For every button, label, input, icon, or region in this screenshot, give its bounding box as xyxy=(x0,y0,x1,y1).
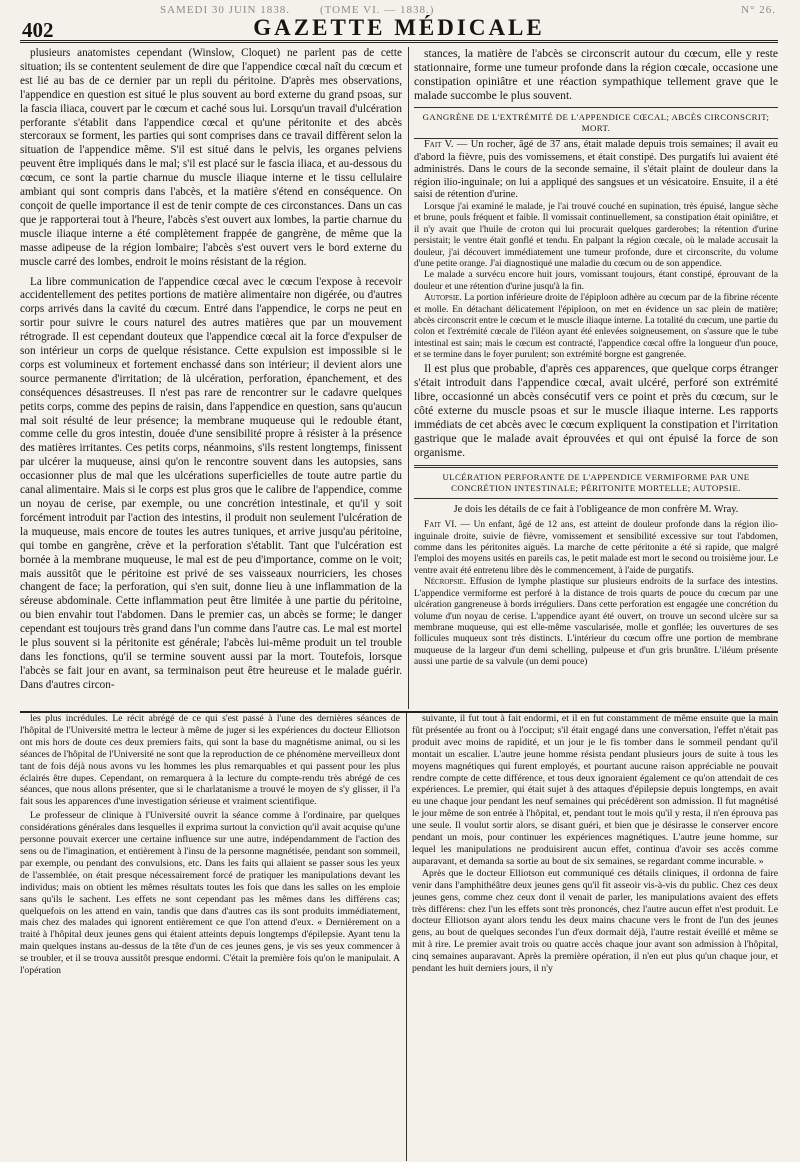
autopsy-label: Autopsie. xyxy=(424,293,462,304)
bleed-through-issue: N° 26. xyxy=(741,4,776,16)
case-label: Fait V. xyxy=(424,139,454,150)
autopsy-paragraph xyxy=(414,293,778,361)
divider xyxy=(414,465,778,468)
case-heading: ULCÉRATION PERFORANTE DE L'APPENDICE VERMIFORME PAR UNE CONCRÉTION INTESTINALE; PÉRITONITE MORTELLE; AUTOPSIE. xyxy=(442,471,750,493)
bleed-through-volume: (TOME VI. — 1838.) xyxy=(320,4,435,16)
case-paragraph: Le malade a survécu encore huit jours, vomissant toujours, étant constipé, éprouvant de la douleur et une rétention d'urine jusqu'à la fin. xyxy=(414,270,778,292)
upper-left-column xyxy=(20,47,402,709)
case-paragraph xyxy=(414,520,778,577)
necropsy-text: Effusion de lymphe plastique sur plusieurs endroits de la surface des intestins. L'appendice vermiforme est perforé à la distance de trois quarts de pouce du cœcum par une ulcération gangreneuse à bords irréguliers. Dans cette perforation est engagée une concrétion du volume d'un noyau de cerise. L'appendice ayant été ouvert, on trouve un second ulcère sur sa membrane muqueuse, qui est elle-même vascularisée, molle et gonflée; les ouvertures de ses follicules muqueux sont très distincts. L'intérieur du cœcum offre une portion de membrane muqueuse de la largeur d'un demi schelling, pulpeuse et d'un gris brunâtre. L'iléum présente aussi une partie de sa valvule (un demi pouce) xyxy=(414,577,778,668)
article-paragraph: Il est plus que probable, d'après ces apparences, que quelque corps étranger s'était introduit dans l'appendice cœcal, avait ulcéré, perforé son extrémité libre, occasionné un abcès consécutif vers ce point et près du cœcum, sur le côté externe du muscle psoas et sur le muscle iliaque interne. Les rapports immédiats de cet abcès avec le cœcum expliquent la constipation et l'irritation gastrique que le malade avait éprouvées et qui ont épuisé la force de son organisme. xyxy=(414,361,778,459)
page-header xyxy=(20,0,778,43)
feuilleton-paragraph: suivante, il fut tout à fait endormi, et il en fut constamment de même ensuite que la main fût présentée au front ou à l'occiput; s'il était engagé dans une conversation, l'effet n'était pas produit avec moins de rapidité, et un jour je le fis tomber dans le sommeil pendant qu'il montait un escalier. L'autre jeune homme résista pendant plusieurs jours de suite à tous les moyens magnétiques qui furent employés, et pourtant aucune raison appréciable ne pouvait rendre compte de cette différence, et tous deux ignoraient également ce qu'on attendait de ces expériences. Le premier, qui était sujet à des attaques d'épilepsie depuis longtemps, en avait eu une chaque jour pendant les neuf semaines qui précédèrent son admission. Il fut magnétisé le jour même de son entrée à l'hôpital, et, pendant tout le mois qu'il y resta, il n'en éprouva pas une seule. Il voulut sortir alors, se disant guéri, et bien que je désirasse le conserver encore pendant un mois, pour continuer les expériences magnétiques. L'autre jeune homme, sur lequel les manipulations ne produisirent aucun effet, continua d'avoir ses accès comme auparavant, et demanda sa sortie au bout de six semaines, se regardant comme incurable. » xyxy=(412,713,778,867)
column-rule xyxy=(406,713,407,1161)
feuilleton-paragraph: Après que le docteur Elliotson eut communiqué ces détails cliniques, il ordonna de faire venir dans l'amphithéâtre deux jeunes gens qu'il fit asseoir vis-à-vis du public. Chez ces deux jeunes gens, comme chez ceux dont il venait de parler, les manipulations avaient des effets très différens: chez l'un les effets sont très prononcés, chez l'autre aucun effet n'est produit. Le docteur Elliotson ayant alors tendu les deux mains chacune vers le front de l'un des jeunes gens, au bout de quelques secondes l'un d'eux dormait déjà, l'autre restait éveillé et même se mit à rire. Le premier avait trois ou quatre accès chaque jour avant son admission à l'hôpital, cinq semaines auparavant. Après la première opération, il n'en eut plus qu'un chaque jour, et pendant les huit derniers jours, il n'y xyxy=(412,867,778,975)
upper-right-column xyxy=(414,47,778,709)
article-paragraph: stances, la matière de l'abcès se circonscrit autour du cœcum, elle y reste stationnaire, forme une tumeur profonde dans la région cœcale, occasione une constipation opiniâtre et une réaction sympathique tellement grave que le malade succombe le plus souvent. xyxy=(414,47,778,102)
lower-right-column xyxy=(412,713,778,1161)
case-paragraph xyxy=(414,139,778,202)
divider xyxy=(414,107,778,108)
feuilleton-paragraph: les plus incrédules. Le récit abrégé de ce qui s'est passé à l'une des dernières séances de l'hôpital de l'Université mettra le lecteur à même de juger si les expériences du docteur Elliotson ont mis hors de doute ces deux premiers faits, qui sont la base du magnétisme animal, ou si les séances de l'hôpital de l'Université ne sont que la reproduction de ce phénomène merveilleux dont tant de fois déjà nous avons vu les hommes les plus remarquables et qui passent pour les plus éclairés être dupes. Cependant, on remarquera à la lecture du compte-rendu très abrégé de ces séances, que nous allons présenter, que si le charlatanisme a trouvé le moyen de s'y glisser, il l'a fait sous les apparences d'une investigation sérieuse et vraiment scientifique. xyxy=(20,713,400,808)
page-number: 402 xyxy=(22,18,54,42)
necropsy-paragraph xyxy=(414,577,778,668)
lower-left-column xyxy=(20,713,400,1161)
autopsy-text: La portion inférieure droite de l'épiploon adhère au cœcum par de la fibrine récente et molle. En détachant délicatement l'épiploon, on met en évidence un sac plein de matière; abcès circonscrit entre le cœcum et le muscle iliaque interne. La totalité du cœcum, une partie du colon et l'extrémité cœcale de l'iléon ayant été enlevées soigneusement, on s'assure que le tube intestinal est sain; mais le cœcum est contracté, l'appendice cœcal offre la longueur d'un pouce, et se termine dans le foyer purulent; son extrémité borgne est gangrenée. xyxy=(414,293,778,361)
bleed-through-date: SAMEDI 30 JUIN 1838. xyxy=(160,4,290,16)
case-heading: GANGRÈNE DE L'EXTRÉMITÉ DE L'APPENDICE CŒCAL; ABCÈS CIRCONSCRIT; MORT. xyxy=(422,112,770,133)
journal-title: GAZETTE MÉDICALE xyxy=(253,15,545,40)
case-text: — Un enfant, âgé de 12 ans, est atteint de douleur profonde dans la région ilio-inguinale droite, suivie de fièvre, vomissement et sensibilité excessive sur tout l'abdomen, comme dans les péritonites aiguës. La marche de cette péritonite a été si rapide, que malgré l'emploi des moyens usités en pareils cas, le petit malade est mort le second ou troisième jour. Le ventre avait été entretenu libre dès le commencement, à l'aide de purgatifs. xyxy=(414,520,778,576)
case-label: Fait VI. xyxy=(424,520,457,531)
feuilleton-section xyxy=(20,711,778,1161)
feuilleton-paragraph: Le professeur de clinique à l'Université ouvrit la séance comme à l'ordinaire, par quelques considérations générales dans lesquelles il exprima surtout la conviction qu'il avait acquise qu'une personne pouvait exercer une certaine influence sur une autre, indépendamment de l'action des sens ou de l'imagination, et entièrement à l'insu de la personne magnétisée, pendant son sommeil, par exemple, ou pendant des convulsions, etc. Dans les faits qui allaient se passer sous les yeux de l'assemblée, on était presque nécessairement forcé de pratiquer les manipulations devant les individus; mais on obtient les mêmes résultats toutes les fois que dans les salles on les emploie sans qu'ils le sachent. Les effets ne sont cependant pas les mêmes dans les différens cas; quelquefois on les attend en vain, tandis que dans d'autres cas ils sont produits immédiatement, mais chez des malades qui ignorent entièrement ce que l'on attend d'eux. « Dernièrement on a traité à l'hôpital deux jeunes gens qui étaient atteints depuis longtemps d'épilepsie. Ayant tenu la main quelques instans au-dessus de la tête d'un de ces jeunes gens, je vis ses yeux commencer à se troubler, et il se trouva aussitôt presque endormi. C'était la première fois qu'on le manipulait. A l'opération xyxy=(20,810,400,977)
column-rule xyxy=(408,47,409,709)
case-text: — Un rocher, âgé de 37 ans, était malade depuis trois semaines; il avait eu d'abord la fièvre, puis des vomissemens, et était constipé. Des purgatifs lui avaient été administrés. Dans le cours de la seconde semaine, il s'était plaint de douleur dans la région ilio-inguinale; on lui a appliqué des sangsues et un vésicatoire. Ensuite, il a été saisi de rétention d'urine. xyxy=(414,139,778,201)
article-paragraph: plusieurs anatomistes cependant (Winslow, Cloquet) ne parlent pas de cette situation; ils se contentent seulement de dire que l'appendice cœcal naît du cœcum et est lié au bas de ce dernier par un repli du péritoine. D'après mes observations, l'appendice en question est situé le plus souvent au bord externe du grand psoas, sur la fascia iliaca, couvert par le cœcum et caché sous lui. Lorsqu'un travail d'ulcération perforante s'établit dans l'appendice cœcal et qu'une péritonite et des abcès stercoraux se forment, les parties qui sont comprises dans ce travail diffèrent selon la situation de l'appendice même. S'il est situé dans le pelvis, les organes pelviens peuvent être impliqués dans le mal; s'il est placé sur le fascia iliaca, et au-dessous du cœcum, ce sont la partie charnue du muscle iliaque interne et le tissu cellulaire ambiant qui sont compris dans l'abcès, et la matière s'étend en conséquence. On conçoit de quelle importance il est de tenir compte de ces circonstances. Dans un cas que je rapporterai tout à l'heure, l'abcès s'est ouvert aux lombes, la partie charnue du muscle iliaque interne a été complètement frappée de gangrène, de même que la masse adipeuse de la région lombaire; l'abcès s'est ouvert vers le bord externe du muscle carré des lombes, endroit le moins résistant de la région. xyxy=(20,47,402,268)
divider xyxy=(414,498,778,499)
necropsy-label: Nécropsie. xyxy=(424,577,467,588)
credit-line: Je dois les détails de ce fait à l'obligeance de mon confrère M. Wray. xyxy=(453,503,739,515)
upper-section xyxy=(20,47,778,709)
article-paragraph: La libre communication de l'appendice cœcal avec le cœcum l'expose à recevoir accidentellement des petites portions de matière alimentaire non digérée, ou d'autres corps arrivés dans la cavité du cœcum. Entré dans l'appendice, le corps ne peut en sortir pour suivre le cours naturel des autres matières que par un mouvement rétrograde. Il est cependant douteux que l'appendice cœcal ait la force d'expulser de son intérieur un corps de quelque résistance. Cette expulsion est impossible si le corps est volumineux et fortement enchassé dans son intérieur; il devient alors une source permanente d'irritation; de là ulcération, perforation, épanchement, et des conséquences désastreuses. Il n'est pas rare de rencontrer sur le cadavre quelques petits corps, comme des pepins de raisin, dans l'appendice en question, sans qu'aucun mal soit résulté de leur présence; la membrane muqueuse qui le redouble étant, comme celle du gros intestin, douée d'une sensibilité propre à résister à la présence des matières irritantes. Ces petits corps, néanmoins, s'ils restent longtemps, finissent par ulcérer la muqueuse, ainsi qu'on le rencontre souvent dans les autopsies, sans occasionner plus de mal que les ulcérations superficielles de toute autre partie du canal alimentaire. Mais si le corps est plus gros que le calibre de l'appendice, comme un noyau de cerise, par exemple, ou une concrétion intestinale, et qu'il y soit forcément introduit par l'action des intestins, il produit non seulement l'ulcération de la muqueuse, mais encore de toutes les autres tuniques, et arrive jusqu'au péritoine, qui tombe en gangrène, crève et la perforation s'établit. Tant que l'ulcération est bornée à la membrane muqueuse, le mal est de peu d'importance, comme on le voit; mais aussitôt que le péritoine est privé de ses vaisseaux nourriciers, les choses changent de face; la perforation, qui s'en suit, donne lieu à une inflammation de la séreuse abdominale. Cette inflammation peut être limitée à une partie du péritoine, ou bien envahir tout l'abdomen. Dans le premier cas, un abcès se forme; le danger cependant est toujours très grand dans l'un comme dans l'autre cas. Le mal est mortel le plus souvent si la péritonite est générale; l'abcès lui-même produit un tel trouble dans les fonctions, qu'il se termine souvent aussi par la mort. Toutefois, lorsque l'abcès se fait jour en avant, sa terminaison peut être heureuse et le malade guérir. Dans d'autres circon- xyxy=(20,275,402,691)
case-paragraph: Lorsque j'ai examiné le malade, je l'ai trouvé couché en supination, très épuisé, langue sèche et brune, pouls fréquent et faible. Il vomissait continuellement, sa constipation était opiniâtre, et il n'y avait que l'huile de croton qui lui procurait quelques garderobes; la rétention d'urine persistait; le ventre était gonflé et tendu. En palpant la région cœcale, où le malade accusait la douleur, j'ai découvert immédiatement une tumeur profonde, dure et circonscrite, du volume d'une petite orange. J'ai diagnostiqué une maladie du cœcum ou de son appendice. xyxy=(414,201,778,269)
